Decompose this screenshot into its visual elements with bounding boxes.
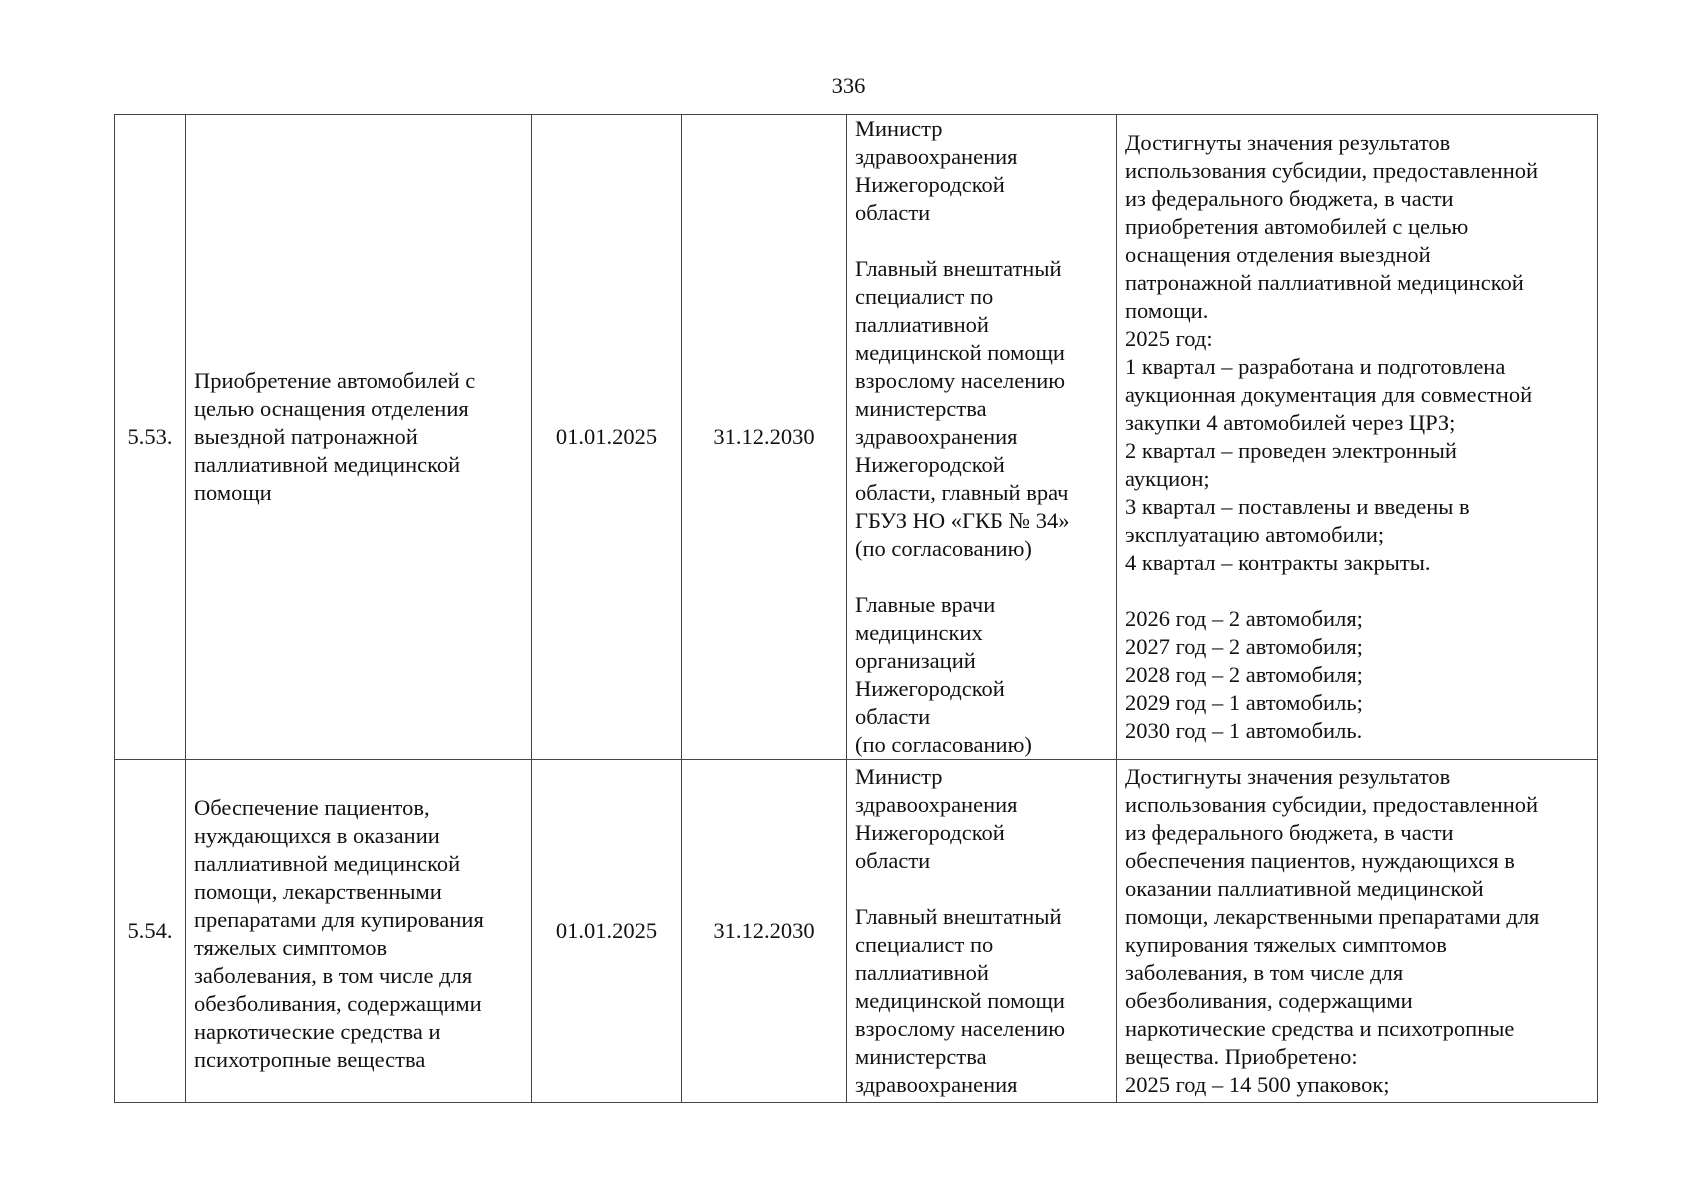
expected-result: Достигнуты значения результатов использования субсидии, предоставленной из федерального бюджета, в части обеспечения пациентов, нуждающихся в оказании паллиативной медицинской помощи, лекарственными препаратами для купирования тяжелых симптомов заболевания, в том числе для обезболивания, содержащими наркотические средства и психотропные вещества. Приобретено: 2025 год – 14 500 упаковок; [1117,760,1598,1103]
start-date: 01.01.2025 [532,115,682,760]
row-number: 5.53. [115,115,186,760]
task-description: Приобретение автомобилей с целью оснащения отделения выездной патронажной паллиативной медицинской помощи [186,115,532,760]
expected-result: Достигнуты значения результатов использования субсидии, предоставленной из федерального бюджета, в части приобретения автомобилей с целью оснащения отделения выездной патронажной паллиативной медицинской помощи. 2025 год: 1 квартал – разработана и подготовлена аукционная документация для совместной закупки 4 автомобилей через ЦРЗ; 2 квартал – проведен электронный аукцион; 3 квартал – поставлены и введены в эксплуатацию автомобили; 4 квартал – контракты закрыты. 2026 год – 2 автомобиля; 2027 год – 2 автомобиля; 2028 год – 2 автомобиля; 2029 год – 1 автомобиль; 2030 год – 1 автомобиль. [1117,115,1598,760]
measures-table [114,114,1598,1103]
end-date: 31.12.2030 [682,760,847,1103]
responsible-persons: Министр здравоохранения Нижегородской области Главный внештатный специалист по паллиативной медицинской помощи взрослому населению министерства здравоохранения [847,760,1117,1103]
responsible-persons: Министр здравоохранения Нижегородской области Главный внештатный специалист по паллиативной медицинской помощи взрослому населению министерства здравоохранения Нижегородской области, главный врач ГБУЗ НО «ГКБ № 34» (по согласованию) Главные врачи медицинских организаций Нижегородской области (по согласованию) [847,115,1117,760]
end-date: 31.12.2030 [682,115,847,760]
table-row [115,115,1598,760]
table-row [115,760,1598,1103]
start-date: 01.01.2025 [532,760,682,1103]
page-number: 336 [831,73,866,98]
task-description: Обеспечение пациентов, нуждающихся в оказании паллиативной медицинской помощи, лекарственными препаратами для купирования тяжелых симптомов заболевания, в том числе для обезболивания, содержащими наркотические средства и психотропные вещества [186,760,532,1103]
row-number: 5.54. [115,760,186,1103]
